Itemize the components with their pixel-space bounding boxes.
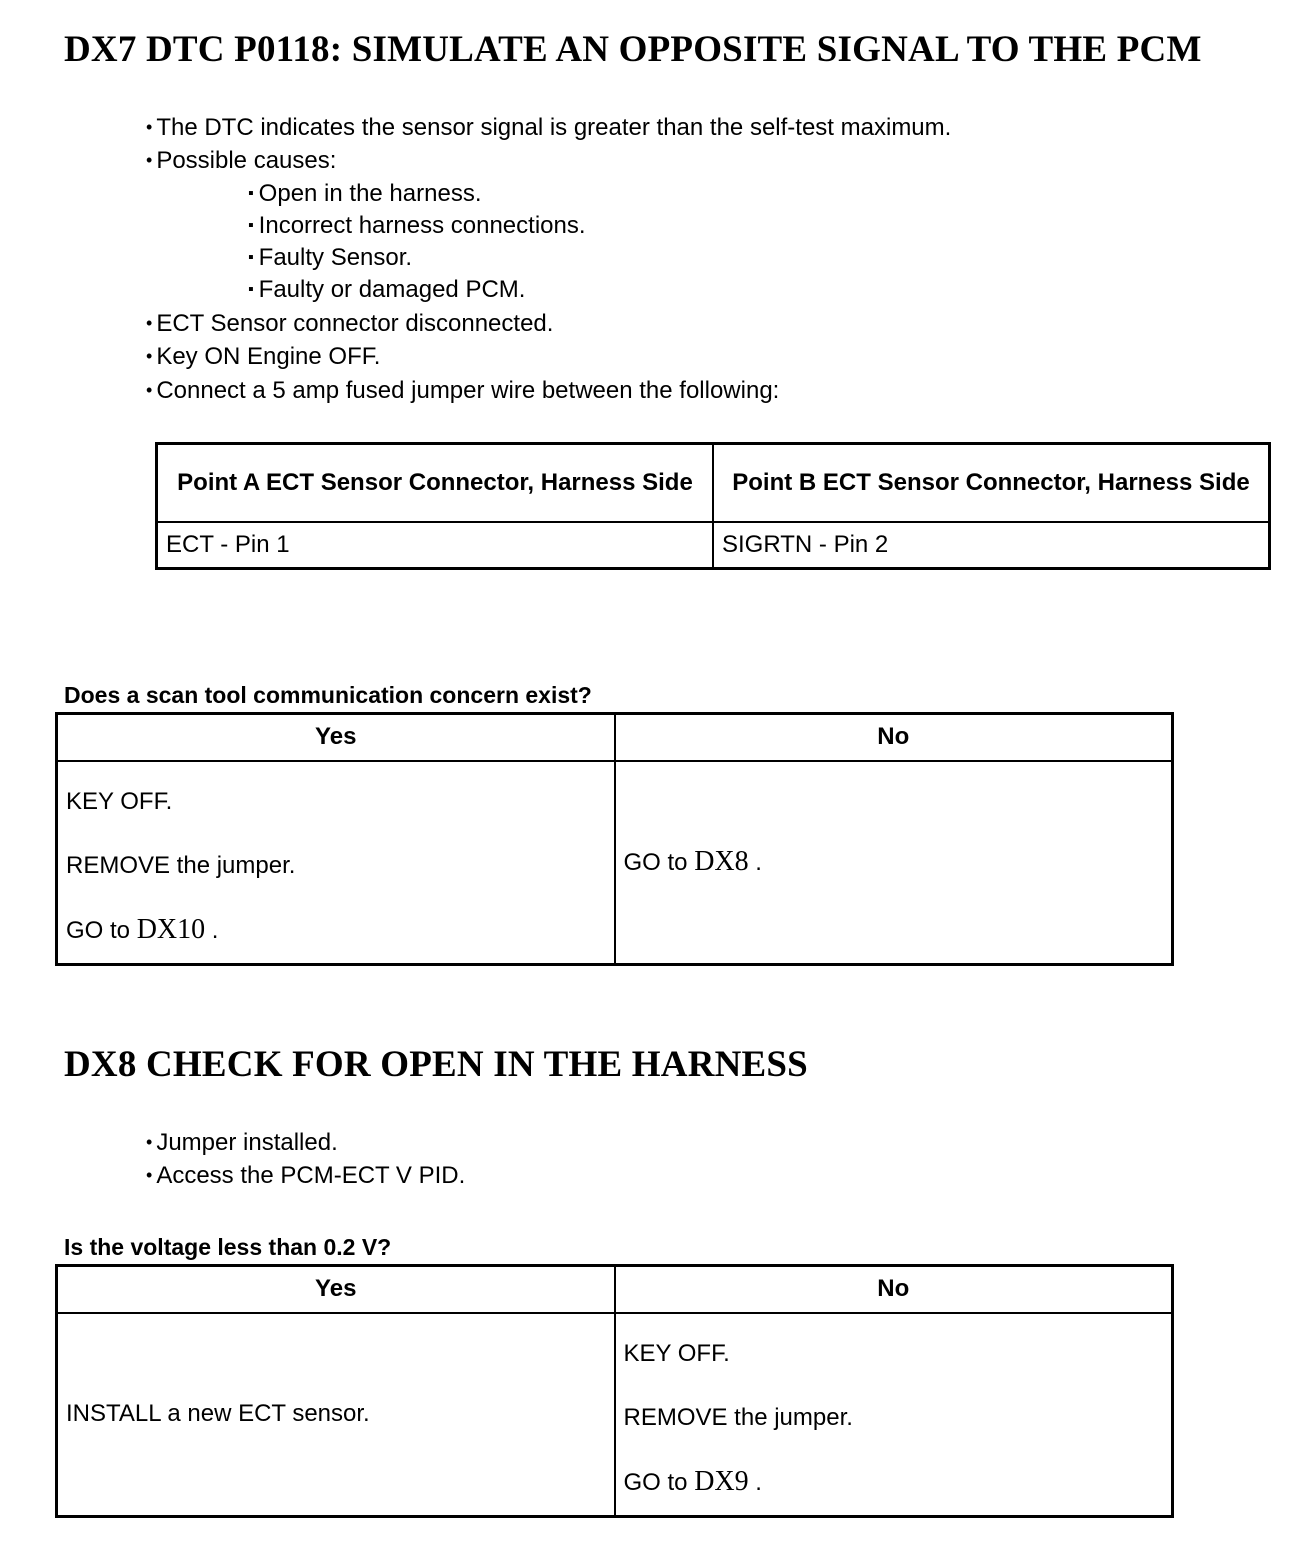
jumper-cell-a: ECT - Pin 1 (157, 522, 714, 569)
period: . (748, 1468, 762, 1496)
step: REMOVE the jumper. (623, 1403, 853, 1431)
yes-header: Yes (57, 714, 615, 761)
cause-item: ▪ Open in the harness. (248, 180, 481, 208)
bullet: • Key ON Engine OFF. (146, 343, 380, 371)
bullet: • Jumper installed. (146, 1129, 338, 1157)
dx7-answer-table (55, 712, 1174, 966)
bullet: • ECT Sensor connector disconnected. (146, 310, 553, 338)
bullet: • Connect a 5 amp fused jumper wire between the following: (146, 377, 779, 405)
jumper-header-b: Point B ECT Sensor Connector, Harness Side (713, 444, 1270, 522)
yes-cell: INSTALL a new ECT sensor. (57, 1313, 615, 1517)
step: KEY OFF. (623, 1339, 730, 1367)
bullet: • Access the PCM-ECT V PID. (146, 1162, 465, 1190)
go-text: GO to (623, 1468, 695, 1496)
step: KEY OFF. (66, 787, 173, 815)
no-header: No (615, 1266, 1173, 1313)
dx7-title: DX7 DTC P0118: SIMULATE AN OPPOSITE SIGNAL TO THE PCM (64, 29, 1202, 70)
dx8-title: DX8 CHECK FOR OPEN IN THE HARNESS (64, 1044, 808, 1085)
go-text: GO to (623, 849, 695, 876)
dx10-link[interactable]: DX10 (136, 913, 206, 945)
go-text: GO to (66, 916, 137, 944)
dx8-answer-table (55, 1264, 1174, 1518)
jumper-cell-b: SIGRTN - Pin 2 (713, 522, 1270, 569)
bullet: • The DTC indicates the sensor signal is greater than the self-test maximum. (146, 114, 951, 142)
step: REMOVE the jumper. (66, 851, 296, 879)
period: . (748, 849, 762, 876)
cause-item: ▪ Faulty Sensor. (248, 244, 412, 272)
jumper-header-a: Point A ECT Sensor Connector, Harness Side (157, 444, 714, 522)
dx7-question: Does a scan tool communication concern exist? (64, 682, 592, 708)
dx8-question: Is the voltage less than 0.2 V? (64, 1234, 392, 1260)
cause-item: ▪ Faulty or damaged PCM. (248, 276, 525, 304)
period: . (205, 916, 219, 944)
jumper-table (155, 442, 1271, 570)
dx8-link[interactable]: DX8 (694, 846, 749, 877)
bullet: • Possible causes: (146, 147, 336, 175)
dx9-link[interactable]: DX9 (694, 1465, 749, 1497)
cause-item: ▪ Incorrect harness connections. (248, 212, 586, 240)
yes-cell (57, 761, 615, 965)
no-cell (615, 761, 1173, 965)
no-cell (615, 1313, 1173, 1517)
yes-header: Yes (57, 1266, 615, 1313)
no-header: No (615, 714, 1173, 761)
